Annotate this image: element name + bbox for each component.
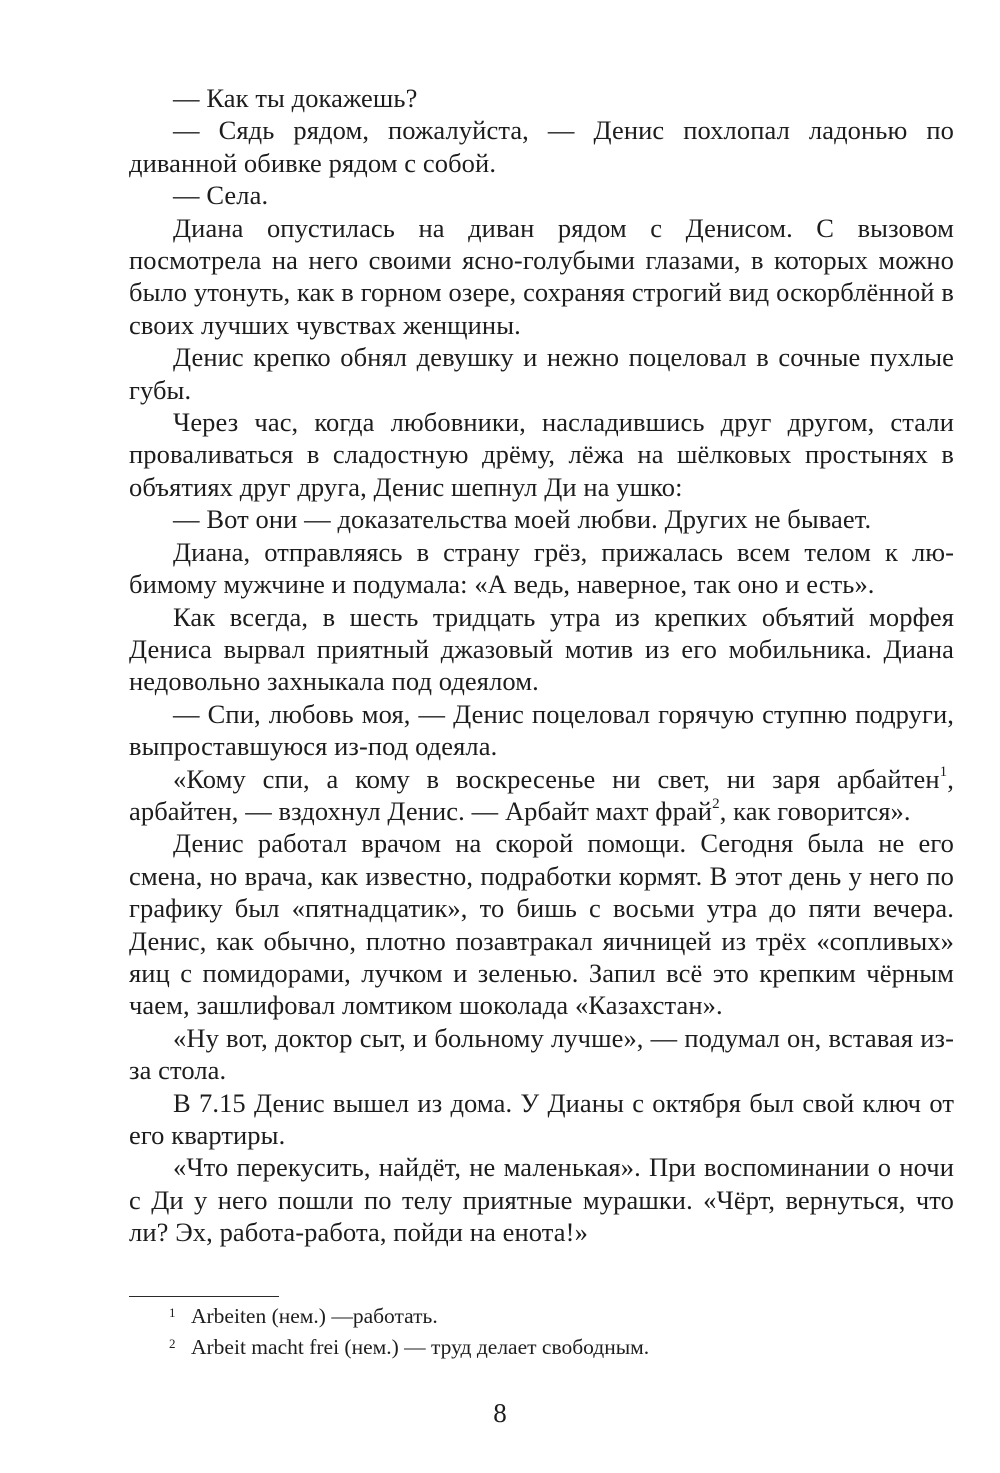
- paragraph: Денис крепко обнял девушку и нежно поцеловал в сочные пухлые губы.: [129, 342, 954, 405]
- footnote-ref: 2: [712, 796, 720, 813]
- paragraph: Диана опустилась на диван рядом с Денисом. С вызовом посмотрела на него своими ясно-голубыми глазами, в которых можно было утонуть, как в горном озере, сохраняя строгий вид оскорблённой в своих лучших чувствах женщины.: [129, 212, 954, 340]
- paragraph: — Села.: [173, 180, 269, 211]
- footnote-mark: 2: [169, 1336, 176, 1351]
- paragraph: Диана, отправляясь в страну грёз, прижалась всем телом к любимому мужчине и подумала: «А ведь, наверное, так оно и есть».: [129, 536, 954, 600]
- paragraph-with-footnotes: [129, 763, 954, 828]
- paragraph: В 7.15 Денис вышел из дома. У Дианы с октября был свой ключ от его квартиры.: [129, 1087, 954, 1150]
- paragraph-part: , как говорится».: [719, 795, 911, 826]
- paragraph-part: , арбайтен, — вздохнул Денис. — Арбайт махт фрай: [129, 763, 954, 826]
- page-number: 8: [493, 1398, 507, 1428]
- paragraph: «Что перекусить, найдёт, не маленькая». При воспоминании о ночи с Ди у него пошли по телу приятные мурашки. «Чёрт, вернуться, что ли? Эх, работа-работа, пойди на енота!»: [129, 1152, 954, 1248]
- paragraph: «Ну вот, доктор сыт, и больному лучше», — подумал он, вставая из-за стола.: [129, 1022, 954, 1086]
- footnote-divider: [129, 1296, 279, 1297]
- footnote-text: Arbeiten (нем.) —работать.: [191, 1304, 438, 1328]
- paragraph: — Спи, любовь моя, — Денис поцеловал горячую ступню подруги, выпроставшуюся из-под одеяла.: [129, 698, 954, 762]
- footnotes: [129, 1301, 954, 1363]
- paragraph: — Как ты докажешь?: [173, 83, 418, 113]
- paragraph: Через час, когда любовники, насладившись друг другом, стали проваливаться в сладостную дрёму, лёжа на шёлковых простынях в объятиях друг друга, Денис шепнул Ди на ушко:: [129, 407, 954, 502]
- paragraph: — Вот они — доказательства моей любви. Других не бывает.: [173, 504, 872, 535]
- paragraph: — Сядь рядом, пожалуйста, — Денис похлопал ладонью по диванной обивке рядом с собой.: [129, 115, 954, 178]
- footnote-text: Arbeit macht frei (нем.) — труд делает свободным.: [191, 1335, 650, 1359]
- footnote: [129, 1332, 954, 1363]
- paragraph: Денис работал врачом на скорой помощи. Сегодня была не его смена, но врача, как известно, подработки кормят. В этот день у него по графику был «пятнадцатик», то бишь с восьми утра до пяти вечера. Денис, как обычно, плотно позавтракал яичницей из трёх «сопливых» яиц с помидорами, лучком и зеленью. Запил всё это крепким чёрным чаем, зашлифовал ломтиком шоколада «Казахстан».: [129, 828, 954, 1021]
- footnote-mark: 1: [169, 1305, 176, 1320]
- page-body: [129, 82, 954, 1249]
- paragraph-part: «Кому спи, а кому в воскресенье ни свет, ни заря арбайтен: [173, 763, 940, 794]
- paragraph: Как всегда, в шесть тридцать утра из крепких объятий морфея Дениса вырвал приятный джазовый мотив из его мобильника. Диана недовольно захныкала под одеялом.: [129, 601, 954, 697]
- footnote-ref: 1: [939, 763, 948, 780]
- footnote: [129, 1301, 954, 1332]
